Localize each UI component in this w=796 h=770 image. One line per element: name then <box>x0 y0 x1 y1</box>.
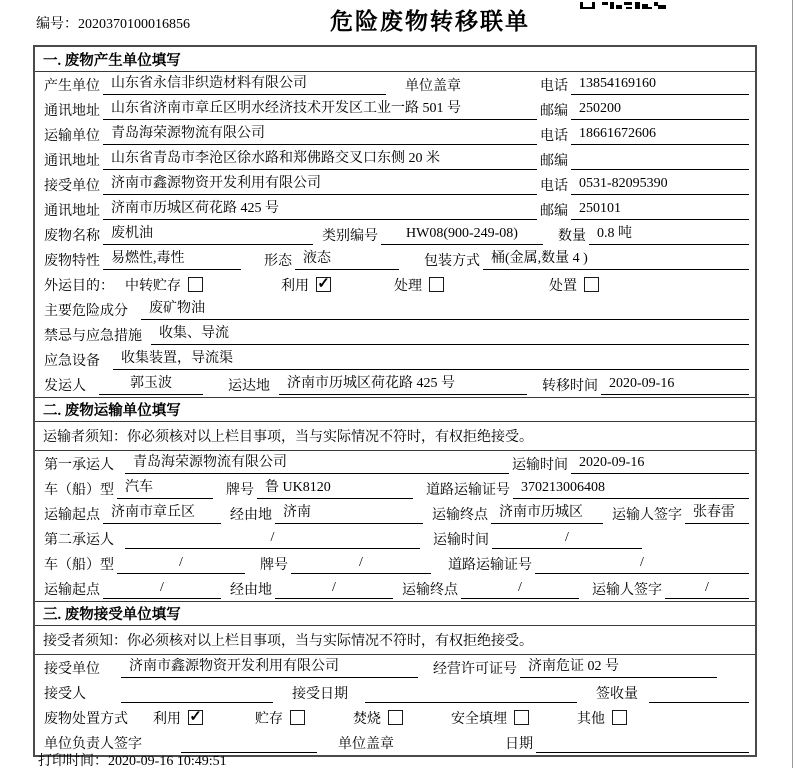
producer-phone-value: 13854169160 <box>571 74 749 95</box>
transport-zip-label: 邮编 <box>540 153 568 169</box>
purpose-option-dispose <box>549 275 599 295</box>
form-title: 危险废物转移联单 <box>330 9 530 34</box>
unit-seal-label: 单位盖章 <box>405 78 461 94</box>
producer-zip-value: 250200 <box>571 99 749 120</box>
row-vehicle1 <box>35 476 755 501</box>
producer-phone-label: 电话 <box>540 78 568 94</box>
receive-date-label: 接受日期 <box>292 686 348 702</box>
via1-label: 经由地 <box>230 507 272 523</box>
section-producer-header: 一. 废物产生单位填写 <box>35 47 755 72</box>
checkbox-disposal-landfill <box>514 710 529 725</box>
plate1-label: 牌号 <box>226 482 254 498</box>
row-producer-unit <box>35 72 755 97</box>
transfer-time-value: 2020-09-16 <box>601 374 749 395</box>
qr-code-fragment-icon <box>580 0 666 9</box>
row-transfer-purpose <box>35 272 755 297</box>
waste-character-label: 废物特性 <box>44 253 100 269</box>
carrier-sign2-value: / <box>665 578 749 599</box>
second-carrier-label: 第二承运人 <box>44 532 114 548</box>
receive-amount-value <box>649 682 749 703</box>
checkbox-dispose <box>584 277 599 292</box>
receive-seal-label: 单位盖章 <box>338 736 394 752</box>
operate-license-label: 经营许可证号 <box>433 661 517 677</box>
checkbox-disposal-other <box>612 710 627 725</box>
vehicle1-type-label: 车（船）型 <box>44 482 114 498</box>
purpose-option-treat <box>394 275 444 295</box>
row-route2 <box>35 576 755 601</box>
transport-unit-value: 青岛海荣源物流有限公司 <box>103 124 537 145</box>
producer-unit-label: 产生单位 <box>44 78 100 94</box>
packing-label: 包装方式 <box>424 253 480 269</box>
disposal-option-landfill <box>451 708 529 728</box>
receive-person-value <box>121 682 273 703</box>
transfer-purpose-label: 外运目的： <box>44 278 114 294</box>
receiver-zip-value: 250101 <box>571 199 749 220</box>
disposal-storage-label: 贮存 <box>255 711 283 727</box>
end2-value: / <box>461 578 579 599</box>
section-receive-header: 三. 废物接受单位填写 <box>35 601 755 626</box>
row-taboo-measures <box>35 322 755 347</box>
hazard-component-value: 废矿物油 <box>141 299 749 320</box>
producer-address-value: 山东省济南市章丘区明水经济技术开发区工业一路 501 号 <box>103 99 537 120</box>
origin1-label: 运输起点 <box>44 507 100 523</box>
plate1-value: 鲁 UK8120 <box>257 478 413 499</box>
row-hazard-component <box>35 297 755 322</box>
row-receive-person <box>35 680 755 705</box>
checkbox-treat <box>429 277 444 292</box>
transport-phone-value: 18661672606 <box>571 124 749 145</box>
disposal-landfill-label: 安全填埋 <box>451 711 507 727</box>
row-vehicle2 <box>35 551 755 576</box>
destination-label: 运达地 <box>228 378 270 394</box>
taboo-measures-label: 禁忌与应急措施 <box>44 328 142 344</box>
row-emergency-equipment <box>35 347 755 372</box>
vehicle2-type-value: / <box>117 553 245 574</box>
packing-value: 桶(金属,数量 4 ) <box>483 249 749 270</box>
disposal-method-label: 废物处置方式 <box>44 711 128 727</box>
via2-value: / <box>275 578 393 599</box>
shipper-value: 郭玉波 <box>99 374 203 395</box>
transfer-form-table <box>33 45 757 757</box>
receive-date-value <box>365 682 577 703</box>
print-time-value: 2020-09-16 10:49:51 <box>108 754 227 769</box>
print-time-line <box>38 750 227 770</box>
road-license1-value: 370213006408 <box>513 478 749 499</box>
row-route1 <box>35 501 755 526</box>
disposal-incinerate-label: 焚烧 <box>353 711 381 727</box>
receiver-address-label: 通讯地址 <box>44 203 100 219</box>
disposal-option-other <box>577 708 627 728</box>
emergency-equipment-label: 应急设备 <box>44 353 100 369</box>
page-right-edge <box>792 0 793 768</box>
receiver-phone-label: 电话 <box>540 178 568 194</box>
producer-zip-label: 邮编 <box>540 103 568 119</box>
checkbox-disposal-utilize: ✓ <box>189 709 202 725</box>
emergency-equipment-value: 收集装置，导流渠 <box>113 349 749 370</box>
receiver-zip-label: 邮编 <box>540 203 568 219</box>
road-license2-label: 道路运输证号 <box>448 557 532 573</box>
purpose-option-transfer-storage <box>125 275 203 295</box>
transport-time1-value: 2020-09-16 <box>571 453 749 474</box>
road-license2-value: / <box>535 553 749 574</box>
row-waste-character <box>35 247 755 272</box>
destination-value: 济南市历城区荷花路 425 号 <box>279 374 527 395</box>
print-time-label: 打印时间： <box>38 754 108 769</box>
second-carrier-value: / <box>125 528 420 549</box>
receive-notice: 接受者须知：你必须核对以上栏目事项，当与实际情况不符时，有权拒绝接受。 <box>35 626 755 655</box>
row-producer-address <box>35 97 755 122</box>
carrier-sign1-label: 运输人签字 <box>612 507 682 523</box>
transport-address-value: 山东省青岛市李沧区徐水路和郑佛路交叉口东侧 20 米 <box>103 149 537 170</box>
row-disposal-method <box>35 705 755 730</box>
via2-label: 经由地 <box>230 582 272 598</box>
transfer-time-label: 转移时间 <box>542 378 598 394</box>
origin2-value: / <box>103 578 221 599</box>
disposal-utilize-label: 利用 <box>153 711 181 727</box>
purpose-option-utilize <box>281 275 331 295</box>
row-first-carrier <box>35 451 755 476</box>
origin1-value: 济南市章丘区 <box>103 503 221 524</box>
transport-address-label: 通讯地址 <box>44 153 100 169</box>
waste-name-value: 废机油 <box>103 224 313 245</box>
transport-phone-label: 电话 <box>540 128 568 144</box>
end1-label: 运输终点 <box>432 507 488 523</box>
quantity-label: 数量 <box>558 228 586 244</box>
disposal-option-storage <box>255 708 305 728</box>
vehicle2-type-label: 车（船）型 <box>44 557 114 573</box>
row-second-carrier <box>35 526 755 551</box>
receiver-address-value: 济南市历城区荷花路 425 号 <box>103 199 537 220</box>
receive-date2-label: 日期 <box>505 736 533 752</box>
vehicle1-type-value: 汽车 <box>117 478 213 499</box>
first-carrier-value: 青岛海荣源物流有限公司 <box>125 453 509 474</box>
plate2-value: / <box>291 553 431 574</box>
transport-time2-value: / <box>492 528 642 549</box>
road-license1-label: 道路运输证号 <box>426 482 510 498</box>
receiver-unit-label: 接受单位 <box>44 178 100 194</box>
receive-person-label: 接受人 <box>44 686 86 702</box>
form-state-value: 液态 <box>295 249 399 270</box>
first-carrier-label: 第一承运人 <box>44 457 114 473</box>
transport-zip-value <box>571 149 749 170</box>
serial-number: 2020370100016856 <box>78 17 190 32</box>
end2-label: 运输终点 <box>402 582 458 598</box>
waste-character-value: 易燃性,毒性 <box>103 249 241 270</box>
purpose-dispose-label: 处置 <box>549 278 577 294</box>
checkbox-disposal-storage <box>290 710 305 725</box>
row-transport-unit <box>35 122 755 147</box>
section-transport-header: 二. 废物运输单位填写 <box>35 397 755 422</box>
purpose-treat-label: 处理 <box>394 278 422 294</box>
purpose-transfer-storage-label: 中转贮存 <box>125 278 181 294</box>
transport-time2-label: 运输时间 <box>433 532 489 548</box>
checkbox-transfer-storage <box>188 277 203 292</box>
receiver-unit-value: 济南市鑫源物资开发利用有限公司 <box>103 174 537 195</box>
receive-date2-value <box>536 732 749 753</box>
receiver-phone-value: 0531-82095390 <box>571 174 749 195</box>
responsible-sign-label: 单位负责人签字 <box>44 736 142 752</box>
receive-amount-label: 签收量 <box>596 686 638 702</box>
row-receiver-address <box>35 197 755 222</box>
category-code-value: HW08(900-249-08) <box>381 224 543 245</box>
shipper-label: 发运人 <box>44 378 86 394</box>
hazard-component-label: 主要危险成分 <box>44 303 128 319</box>
serial-number-line <box>36 13 190 33</box>
taboo-measures-value: 收集、导流 <box>151 324 749 345</box>
purpose-utilize-label: 利用 <box>281 278 309 294</box>
transport-notice: 运输者须知：你必须核对以上栏目事项，当与实际情况不符时，有权拒绝接受。 <box>35 422 755 451</box>
category-code-label: 类别编号 <box>322 228 378 244</box>
row-transport-address <box>35 147 755 172</box>
serial-label: 编号： <box>36 17 78 32</box>
producer-address-label: 通讯地址 <box>44 103 100 119</box>
via1-value: 济南 <box>275 503 423 524</box>
receive-unit-label: 接受单位 <box>44 661 100 677</box>
carrier-sign1-value: 张春雷 <box>685 503 749 524</box>
row-shipper <box>35 372 755 397</box>
quantity-value: 0.8 吨 <box>589 224 749 245</box>
origin2-label: 运输起点 <box>44 582 100 598</box>
producer-unit-value: 山东省永信非织造材料有限公司 <box>103 74 386 95</box>
waste-name-label: 废物名称 <box>44 228 100 244</box>
row-receiver-unit <box>35 172 755 197</box>
operate-license-value: 济南危证 02 号 <box>520 657 717 678</box>
receive-unit-value: 济南市鑫源物资开发利用有限公司 <box>121 657 418 678</box>
row-receive-unit <box>35 655 755 680</box>
checkbox-disposal-incinerate <box>388 710 403 725</box>
disposal-option-incinerate <box>353 708 403 728</box>
checkbox-utilize: ✓ <box>317 276 330 292</box>
carrier-sign2-label: 运输人签字 <box>592 582 662 598</box>
plate2-label: 牌号 <box>260 557 288 573</box>
end1-value: 济南市历城区 <box>491 503 603 524</box>
disposal-option-utilize <box>153 708 203 728</box>
form-state-label: 形态 <box>264 253 292 269</box>
transport-unit-label: 运输单位 <box>44 128 100 144</box>
transport-time1-label: 运输时间 <box>512 457 568 473</box>
disposal-other-label: 其他 <box>577 711 605 727</box>
row-waste-name <box>35 222 755 247</box>
